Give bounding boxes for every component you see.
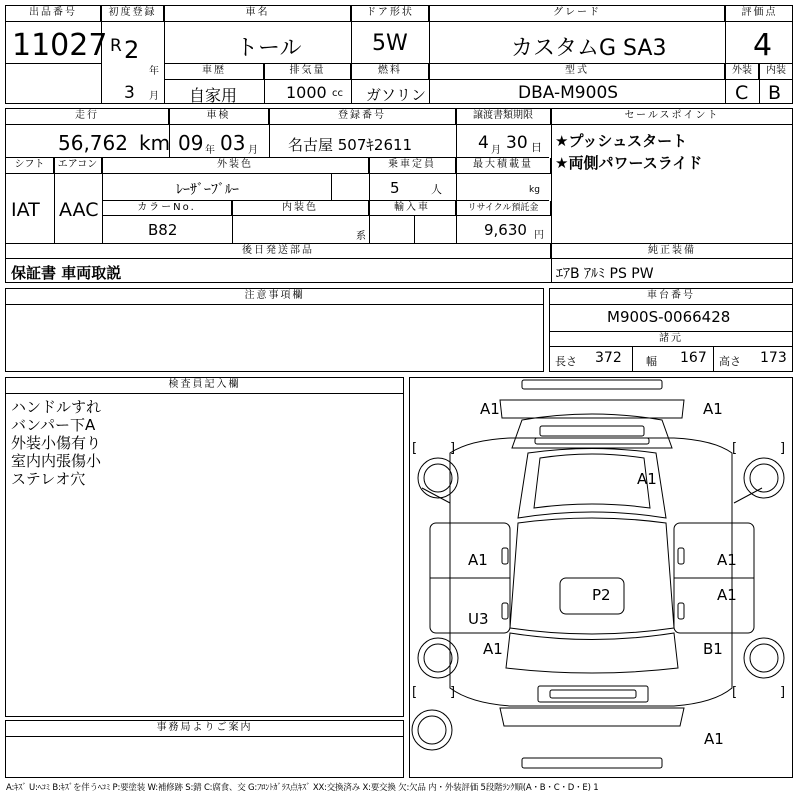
reg-no: 名古屋 507ｷ2611 (288, 136, 413, 154)
mark-hood: A1 (637, 470, 657, 488)
shift-label: シフト (6, 158, 54, 174)
width: 167 (680, 350, 707, 366)
reg-no-label: 登録番号 (269, 109, 456, 125)
recycle-unit: 円 (534, 230, 544, 241)
insp-year: 09 (178, 131, 204, 155)
history-label: 車歴 (165, 64, 264, 80)
sales-label: セールスポイント (551, 109, 793, 125)
caution-label: 注意事項欄 (6, 289, 543, 305)
displacement: 1000 (286, 83, 327, 102)
model-label: 型式 (430, 64, 725, 80)
inspector-line-4: 室内内張傷小 (11, 452, 102, 470)
header-info-table (5, 5, 793, 104)
mark-right-front-door: A1 (717, 551, 737, 569)
grade: カスタムG SA3 (511, 36, 667, 61)
insp-month: 03 (220, 131, 246, 155)
chassis-box (549, 288, 793, 372)
color-no: B82 (148, 221, 178, 239)
color-no-label: カラーNo. (102, 201, 232, 216)
displacement-label: 排気量 (265, 64, 351, 80)
chassis-no: M900S-0066428 (607, 308, 731, 326)
recycle-label: リサイクル預託金 (456, 201, 551, 216)
year-unit: 年 (149, 66, 159, 77)
damage-code-legend: A:ｷｽﾞ U:ﾍｺﾐ B:ｷｽﾞを伴うﾍｺﾐ P:要塗装 W:補修跡 S:錆 C:腐食、交 G:ﾌﾛﾝﾄｶﾞﾗｽ点ｷｽﾞ XX:交換済み X:要交換 欠:欠品 内・外装評価 5段階ﾗﾝｸ順(A・B・C・D・E) 1 (6, 783, 599, 793)
car-name-label: 車名 (165, 6, 351, 22)
history: 自家用 (189, 86, 238, 105)
dims-label: 諸元 (550, 332, 792, 347)
capacity-label: 乗車定員 (369, 158, 456, 174)
car-damage-diagram (409, 377, 793, 778)
svg-text:[: [ (732, 441, 738, 456)
insp-year-unit: 年 (205, 145, 215, 156)
mileage-unit: km (139, 131, 171, 155)
svg-text:[: [ (412, 441, 418, 456)
svg-text:[: [ (732, 685, 738, 700)
inspector-label: 検査員記入欄 (6, 378, 403, 394)
int-color-label: 内装色 (232, 201, 369, 216)
inspector-line-1: ハンドルすれ (11, 398, 102, 416)
int-color-unit: 系 (356, 231, 366, 242)
equipment: ｴｱB ｱﾙﾐ PS PW (556, 266, 654, 282)
office-box (5, 720, 404, 778)
first-reg-label: 初度登録 (102, 6, 164, 22)
ext-color-label: 外装色 (102, 158, 369, 174)
sales-point-2: ★両側パワースライド (555, 154, 703, 172)
inspector-line-3: 外装小傷有り (11, 434, 102, 452)
recycle: 9,630 (484, 221, 527, 239)
door-label: ドア形状 (352, 6, 429, 22)
caution-box (5, 288, 544, 372)
office-label: 事務局よりご案内 (6, 721, 403, 737)
mileage-label: 走行 (6, 109, 169, 125)
capacity: 5 (390, 179, 400, 197)
model: DBA-M900S (518, 83, 619, 103)
int-label: 内装 (759, 64, 793, 80)
ext-color: ﾚｰｻﾞｰﾌﾞﾙｰ (176, 182, 239, 198)
length: 372 (595, 350, 622, 366)
int-grade: B (768, 82, 782, 104)
ext-label: 外装 (726, 64, 759, 80)
insp-month-unit: 月 (248, 145, 258, 156)
car-name: トール (236, 36, 302, 61)
mark-roof: P2 (592, 586, 611, 604)
door: 5W (372, 31, 408, 56)
max-load-unit: kg (529, 185, 540, 195)
fuel: ガソリン (366, 86, 427, 104)
mark-left-rear-door: U3 (468, 610, 489, 628)
month-unit: 月 (149, 91, 159, 102)
mark-left-front-door: A1 (468, 551, 488, 569)
displacement-unit: cc (332, 88, 343, 99)
svg-text:]: ] (780, 441, 786, 456)
shift: IAT (11, 199, 40, 221)
lot-no: 11027 (12, 28, 108, 63)
transfer-label: 譲渡書類期限 (456, 109, 551, 125)
mark-front-right: A1 (703, 400, 723, 418)
mark-rear: A1 (704, 730, 724, 748)
later-parts: 保証書 車両取説 (11, 264, 122, 282)
max-load-label: 最大積載量 (456, 158, 551, 174)
ac-label: エアコン (54, 158, 102, 174)
inspector-notes-box (5, 377, 404, 717)
mark-front-left: A1 (480, 400, 500, 418)
later-parts-label: 後日発送部品 (6, 244, 551, 259)
month-num: 3 (124, 83, 135, 103)
capacity-unit: 人 (431, 183, 442, 196)
mark-right-rear-quarter: B1 (703, 640, 723, 658)
sales-point-1: ★プッシュスタート (555, 132, 688, 150)
transfer-month-unit: 月 (491, 145, 501, 156)
fuel-label: 燃料 (352, 64, 429, 80)
car-outline-svg (410, 378, 792, 777)
chassis-label: 車台番号 (550, 289, 792, 305)
grade-label: グレード (430, 6, 725, 22)
length-label: 長さ (555, 355, 577, 368)
height: 173 (760, 350, 787, 366)
inspection-label: 車検 (169, 109, 269, 125)
inspector-line-2: バンパー下A (11, 416, 96, 434)
svg-text:[: [ (412, 685, 418, 700)
width-label: 幅 (646, 355, 657, 368)
mark-right-rear-door: A1 (717, 586, 737, 604)
svg-text:]: ] (450, 441, 456, 456)
mark-left-rear-quarter: A1 (483, 640, 503, 658)
score: 4 (753, 28, 773, 63)
inspector-line-5: ステレオ穴 (11, 470, 86, 488)
mileage: 56,762 (58, 131, 128, 155)
transfer-month: 4 (478, 133, 489, 153)
transfer-day: 30 (506, 133, 528, 153)
era: R (110, 36, 122, 56)
equipment-label: 純正装備 (551, 244, 793, 259)
svg-text:]: ] (450, 685, 456, 700)
ext-grade: C (735, 82, 749, 104)
lot-no-label: 出品番号 (6, 6, 101, 22)
import-label: 輸入車 (369, 201, 456, 216)
year-num: 2 (124, 36, 140, 64)
score-label: 評価点 (726, 6, 793, 22)
transfer-day-unit: 日 (531, 141, 542, 154)
ac: AAC (59, 199, 99, 221)
height-label: 高さ (719, 355, 741, 368)
vehicle-detail-table (5, 108, 793, 283)
svg-text:]: ] (780, 685, 786, 700)
